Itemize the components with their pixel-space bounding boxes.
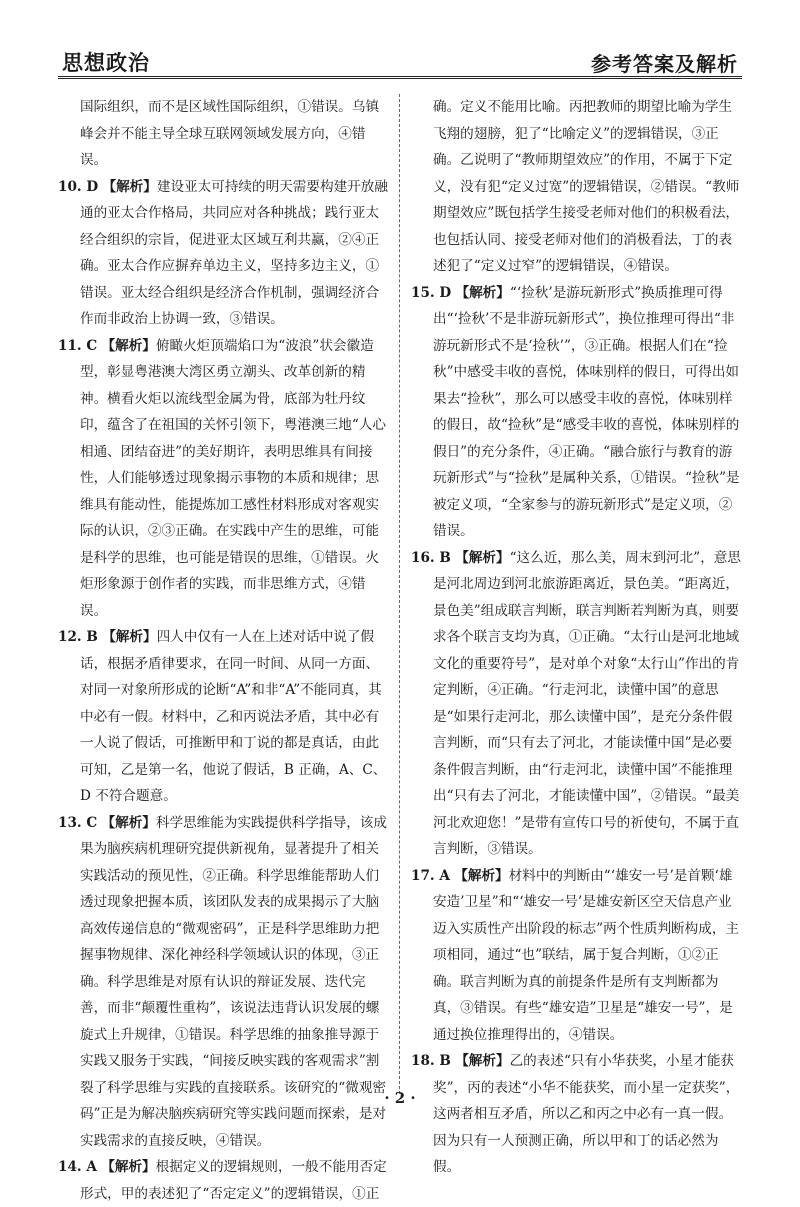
analysis-text: “‘捡秋’是游玩新形式”换质推理可得出“‘捡秋’不是非游玩新形式”，换位推理可得出“非游玩新形式不是‘捡秋’”，③正确。根据人们在“捡秋”中感受丰收的喜悦，体味别样的假日，可得出如果去“捡秋”，那么可以感受丰收的喜悦，体味别样的假日，故“捡秋”是“感受丰收的喜悦，体味别样的假日”的充分条件，④正确。“融合旅行与教育的游玩新形式”与“捡秋”是属种关系，①错误。“捡秋”是被定义项，“全家参与的游玩新形式”是定义项，②错误。: [433, 284, 740, 539]
answer-number: 17. A: [411, 867, 450, 884]
analysis-label: 【解析】: [455, 1053, 510, 1069]
answer-number: 16. B: [411, 549, 451, 566]
analysis-label: 【解析】: [102, 629, 157, 645]
continuation-text: 确。定义不能用比喻。丙把教师的期望比喻为学生飞翔的翅膀，犯了“比喻定义”的逻辑错误，③正确。乙说明了“教师期望效应”的作用，不属于下定义，没有犯“定义过宽”的逻辑错误，②错误。“教师期望效应”既包括学生接受老师对他们的积极看法，也包括认同、接受老师对他们的消极看法，丁的表述犯了“定义过窄”的逻辑错误，④错误。: [433, 99, 740, 274]
analysis-label: 【解析】: [454, 867, 509, 884]
analysis-text: 科学思维能为实践提供科学指导，该成果为脑疾病机理研究提供新视角，显著提升了相关实践活动的预见性，②正确。科学思维能帮助人们透过现象把握本质，该团队发表的成果揭示了大脑高效传递信息的“微观密码”，正是科学思维助力把握事物规律、深化神经科学领域认识的体现，③正确。科学思维是对原有认识的辩证发展、迭代完善，而非“颠覆性重构”，该说法违背认识发展的螺旋式上升规律，①错误。科学思维的抽象推导源于实践又服务于实践，“间接反映实践的客观需求”割裂了科学思维与实践的直接联系。该研究的“微观密码”正是为解决脑疾病研究等实践问题而探索，是对实践需求的直接反映，④错误。: [80, 814, 387, 1149]
analysis-text: “这么近，那么美，周末到河北”，意思是河北周边到河北旅游距离近，景色美。“距离近，景色美”组成联言判断，联言判断若判断为真，则要求各个联言支均为真，①正确。“太行山是河北地域文化的重要符号”，是对单个对象“太行山”作出的肯定判断，④正确。“行走河北，读懂中国”的意思是“如果行走河北，那么读懂中国”，是充分条件假言判断，而“只有去了河北，才能读懂中国”是必要条件假言判断，由“行走河北，读懂中国”不能推理出“只有去了河北，才能读懂中国”，②错误。“最美河北欢迎您！”是带有宣传口号的祈使句，不属于直言判断，③错误。: [433, 549, 741, 857]
analysis-label: 【解析】: [101, 1159, 156, 1175]
analysis-label: 【解析】: [455, 549, 510, 566]
right-column: [411, 94, 742, 1181]
analysis-text: 材料中的判断由“‘雄安一号’是首颗‘雄安造’卫星”和“‘雄安一号’是雄安新区空天信息产业迈入实质性产出阶段的标志”两个性质判断构成，主项相同，通过“也”联结，属于复合判断，①②正确。联言判断为真的前提条件是所有支判断都为真，③错误。有些“雄安造”卫星是“雄安一号”，是通过换位推理得出的，④错误。: [433, 867, 740, 1043]
analysis-label: 【解析】: [455, 284, 510, 301]
answer-item-17: [411, 863, 742, 1049]
answer-item-15: [411, 280, 742, 545]
answer-number: 10. D: [58, 178, 99, 195]
page-header: [58, 44, 742, 79]
answer-number: 11. C: [58, 337, 98, 354]
answer-item-12: [58, 624, 388, 810]
left-column: [58, 94, 388, 1207]
answer-item-14: [58, 1154, 388, 1207]
answer-item-10: [58, 174, 388, 333]
analysis-text: 建设亚太可持续的明天需要构建开放融通的亚太合作格局，共同应对各种挑战；践行亚太经合组织的宗旨，促进亚太区域互利共赢，②④正确。亚太合作应摒弃单边主义，坚持多边主义，①错误。亚太经合组织是经济合作机制，强调经济合作而非政治上协调一致，③错误。: [80, 178, 388, 327]
analysis-label: 【解析】: [101, 814, 156, 831]
answer-number: 15. D: [411, 284, 452, 301]
answer-item-16: [411, 545, 742, 863]
analysis-text: 俯瞰火炬顶端焰口为“波浪”状会徽造型，彰显粤港澳大湾区勇立潮头、改革创新的精神。横看火炬以流线型金属为骨，底部为牡丹纹印，蕴含了在祖国的关怀引领下，粤港澳三地“人心相通、团结奋进”的美好期许，表明思维具有间接性，人们能够透过现象揭示事物的本质和规律；思维具有能动性，能提炼加工感性材料形成对客观实际的认识，②③正确。在实践中产生的思维，可能是科学的思维，也可能是错误的思维，①错误。火炬形象源于创作者的实践，而非思维方式，④错误。: [80, 337, 387, 619]
page-number: · 2 ·: [384, 1089, 416, 1107]
column-divider: [399, 94, 400, 1094]
continuation-text: 国际组织，而不是区域性国际组织，①错误。乌镇峰会并不能主导全球互联网领域发展方向，④错误。: [80, 99, 380, 168]
analysis-label: 【解析】: [101, 337, 156, 354]
analysis-label: 【解析】: [102, 178, 157, 195]
answer-number: 12. B: [58, 629, 98, 645]
answer-item-11: [58, 333, 388, 625]
answer-number: 14. A: [58, 1159, 97, 1175]
subject-title: 思想政治: [62, 50, 150, 75]
analysis-text: 四人中仅有一人在上述对话中说了假话，根据矛盾律要求，在同一时间、从同一方面、对同一对象所形成的论断“A”和非“A”不能同真，其中必有一假。材料中，乙和丙说法矛盾，其中必有一人说了假话，可推断甲和丁说的都是真话，由此可知，乙是第一名，他说了假话，B 正确，A、C、D 不符合题意。: [80, 629, 387, 804]
section-title: 参考答案及解析: [591, 52, 738, 76]
answer-number: 18. B: [411, 1053, 451, 1069]
analysis-text: 乙的表述“只有小华获奖，小星才能获奖”，丙的表述“小华不能获奖，而小星一定获奖”，这两者相互矛盾，所以乙和丙之中必有一真一假。因为只有一人预测正确，所以甲和丁的话必然为假。: [433, 1053, 740, 1175]
analysis-text: 根据定义的逻辑规则，一般不能用否定形式，甲的表述犯了“否定定义”的逻辑错误，①正: [80, 1159, 387, 1202]
answer-item-18: [411, 1048, 742, 1181]
answer-number: 13. C: [58, 814, 98, 831]
